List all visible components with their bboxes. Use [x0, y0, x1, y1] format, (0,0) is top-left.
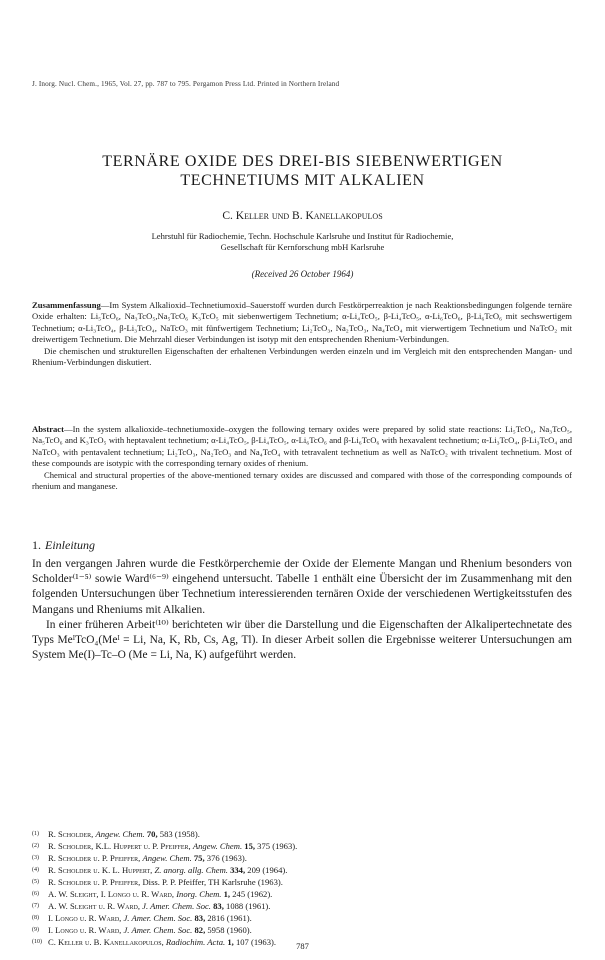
affiliation-line-1: Lehrstuhl für Radiochemie, Techn. Hochschule Karlsruhe und Institut für Radiochemie,: [151, 231, 454, 241]
reference-number: (5): [32, 879, 39, 885]
abstract-german: [32, 300, 572, 368]
reference-journal: Angew. Chem.: [192, 841, 243, 851]
reference-details: 376 (1963).: [206, 853, 247, 863]
reference-list: [32, 828, 572, 948]
reference-volume: 1,: [223, 889, 231, 899]
journal-citation: J. Inorg. Nucl. Chem., 1965, Vol. 27, pp. 787 to 795. Pergamon Press Ltd. Printed in Northern Ireland: [32, 80, 340, 88]
abstract-english-text: —In the system alkalioxide–technetiumoxide–oxygen the following ternary oxides were prepared by solid state reactions: Li₅TcO₆, Na₃TcO₅, Na₅TcO₆ and K₃TcO₅ with heptavalent technetium; α-Li₄TcO₅, β-Li₄TcO₅, α-Li₆TcO₆ and β-Li₆TcO₆ with hexavalent technetium; α-Li₃TcO₄, β-Li₃TcO₄ and NaTcO₃ with pentavalent technetium; Li₂TcO₃, Na₂TcO₃ and Na₄TcO₄ with tetravalent technetium as well as NaTcO₂ with trivalent technetium. Most of these compounds are isotypic with the corresponding ternary oxides of rhenium.: [32, 424, 572, 469]
reference-number: (3): [32, 855, 39, 861]
reference-journal: J. Amer. Chem. Soc.: [123, 925, 193, 935]
reference-journal: Angew. Chem.: [95, 829, 145, 839]
reference-authors: R. Scholder, K.L. Huppert u. P. Pfeiffer,: [48, 841, 191, 851]
reference-details: 209 (1964).: [247, 865, 288, 875]
abstract-english: [32, 424, 572, 492]
section-number: 1.: [32, 538, 41, 552]
reference-volume: 15,: [244, 841, 256, 851]
reference-authors: R. Scholder u. P. Pfeiffer,: [48, 877, 141, 887]
reference-item: [32, 900, 572, 912]
reference-details: 245 (1962).: [232, 889, 273, 899]
reference-volume: 70,: [146, 829, 158, 839]
reference-item: [32, 876, 572, 888]
reference-number: (10): [32, 939, 42, 945]
body-paragraph-1: In den vergangen Jahren wurde die Festkörperchemie der Oxide der Elemente Mangan und Rhenium besonders von Scholder⁽¹⁻⁵⁾ sowie Ward⁽⁶⁻⁹⁾ eingehend untersucht. Tabelle 1 enthält eine Übersicht der im Zusammenhang mit den folgenden Untersuchungen über Technetium interessierenden ternären Oxide der verschiedenen Wertigkeitsstufen des Mangans und Rheniums mit Alkalien.: [32, 558, 572, 616]
reference-volume: 334,: [230, 865, 246, 875]
reference-details: 2816 (1961).: [207, 913, 252, 923]
reference-journal: Inorg. Chem.: [176, 889, 222, 899]
reference-authors: R. Scholder u. K. L. Huppert,: [48, 865, 153, 875]
abstract-german-paragraph-1: [32, 300, 572, 346]
reference-journal: Z. anorg. allg. Chem.: [154, 865, 228, 875]
reference-volume: 1,: [227, 937, 234, 947]
reference-details: 107 (1963).: [235, 937, 277, 947]
abstract-german-label: Zusammenfassung: [32, 300, 101, 310]
affiliation-line-2: Gesellschaft für Kernforschung mbH Karlsruhe: [220, 242, 385, 252]
reference-journal: J. Amer. Chem. Soc.: [142, 901, 211, 911]
reference-item: [32, 864, 572, 876]
reference-authors: R. Scholder,: [48, 829, 94, 839]
reference-authors: C. Keller u. B. Kanellakopulos,: [48, 937, 164, 947]
section-title: Einleitung: [45, 538, 95, 552]
reference-authors: A. W. Sleight u. R. Ward,: [48, 901, 140, 911]
reference-number: (1): [32, 831, 39, 837]
reference-number: (6): [32, 891, 39, 897]
reference-authors: R. Scholder u. P. Pfeiffer,: [48, 853, 141, 863]
abstract-english-paragraph-2: Chemical and structural properties of the above-mentioned ternary oxides are discussed and compared with those of the corresponding compounds of rhenium and manganese.: [32, 469, 572, 492]
reference-volume: 82,: [194, 925, 206, 935]
reference-number: (2): [32, 843, 39, 849]
section-heading: [32, 538, 95, 553]
reference-journal: J. Amer. Chem. Soc.: [123, 913, 193, 923]
abstract-german-text: —Im System Alkalioxid–Technetiumoxid–Sauerstoff wurden durch Festkörperreaktion je nach Reaktionsbedingungen folgende ternäre Oxide erhalten: Li₅TcO₆, Na₃TcO₅,Na₅TcO₆ K₃TcO₅ mit siebenwertigem Technetium; α-Li₄TcO₅, β-Li₄TcO₅, α-Li₆TcO₆, β-Li₆TcO₆ mit sechswertigem Technetium; α-Li₃TcO₄, β-Li₃TcO₄, NaTcO₃ mit fünfwertigem Technetium; Li₂TcO₃, Na₂TcO₃, Na₄TcO₄ mit vierwertigem Technetium und NaTcO₂ mit dreiwertigem Technetium. Die Mehrzahl dieser Verbindungen ist isotyp mit den entsprechenden Rhenium-Verbindungen.: [32, 300, 572, 345]
reference-volume: 83,: [213, 901, 224, 911]
reference-volume: 83,: [194, 913, 206, 923]
reference-authors: I. Longo u. R. Ward,: [48, 913, 122, 923]
reference-number: (4): [32, 867, 39, 873]
reference-item: [32, 924, 572, 936]
reference-item: [32, 840, 572, 852]
article-title: [40, 152, 565, 190]
title-line-1: TERNÄRE OXIDE DES DREI-BIS SIEBENWERTIGEN: [102, 153, 503, 170]
reference-authors: A. W. Sleight, I. Longo u. R. Ward,: [48, 889, 175, 899]
reference-authors: I. Longo u. R. Ward,: [48, 925, 122, 935]
abstract-english-paragraph-1: [32, 424, 572, 470]
reference-item: [32, 828, 572, 840]
body-paragraph-2: In einer früheren Arbeit⁽¹⁰⁾ berichteten wir über die Darstellung und die Eigenschaften der Alkalipertechnetate des Typs MeᴵTcO₄(Meᴵ = Li, Na, K, Rb, Cs, Ag, Tl). In dieser Arbeit sollen die Ergebnisse weiterer Untersuchungen am System Me(I)–Tc–O (Me = Li, Na, K) aufgeführt werden.: [32, 618, 572, 662]
affiliation: [40, 231, 565, 253]
reference-number: (7): [32, 903, 39, 909]
title-line-2: TECHNETIUMS MIT ALKALIEN: [180, 172, 425, 189]
reference-volume: 75,: [193, 853, 205, 863]
reference-details: 1088 (1961).: [226, 901, 271, 911]
reference-details: 583 (1958).: [159, 829, 200, 839]
reference-journal: Angew. Chem.: [142, 853, 192, 863]
page-number: 787: [296, 941, 309, 951]
abstract-german-paragraph-2: Die chemischen und strukturellen Eigenschaften der erhaltenen Verbindungen werden einzeln und im Vergleich mit den entsprechenden Mangan- und Rhenium-Verbindungen diskutiert.: [32, 345, 572, 368]
reference-number: (8): [32, 915, 39, 921]
reference-details: Diss. P. P. Pfeiffer, TH Karlsruhe (1963).: [142, 877, 283, 887]
reference-number: (9): [32, 927, 39, 933]
authors: C. Keller und B. Kanellakopulos: [222, 210, 383, 222]
reference-item: [32, 912, 572, 924]
reference-details: 375 (1963).: [257, 841, 298, 851]
reference-item: [32, 888, 572, 900]
reference-details: 5958 (1960).: [207, 925, 252, 935]
body-text: [32, 557, 572, 663]
reference-item: [32, 852, 572, 864]
abstract-english-label: Abstract: [32, 424, 64, 434]
received-date: (Received 26 October 1964): [251, 269, 354, 279]
reference-journal: Radiochim. Acta.: [165, 937, 226, 947]
